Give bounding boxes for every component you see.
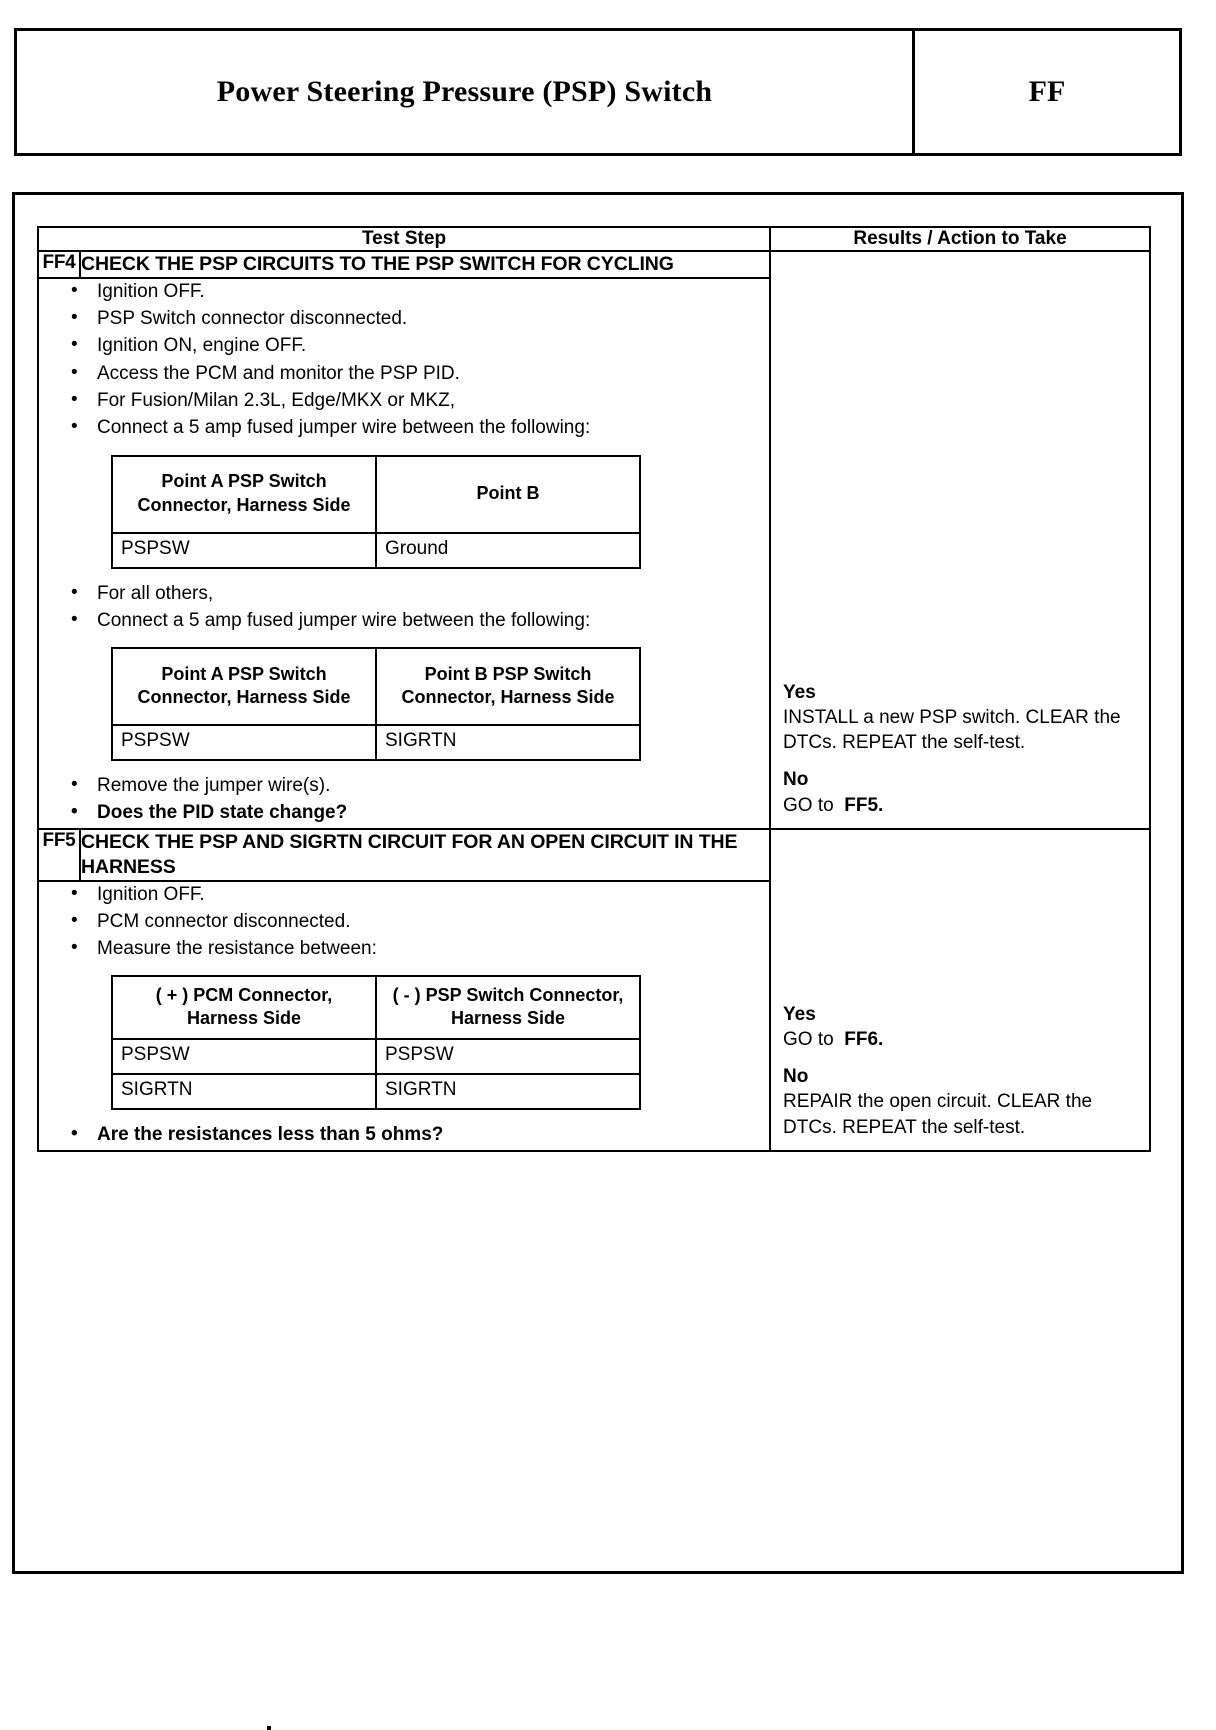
point-table-cell-d1: SIGRTN [112, 1074, 376, 1109]
point-table-header-c2: ( - ) PSP Switch Connector, Harness Side [376, 976, 640, 1039]
results-cell-ff4 [770, 251, 1150, 829]
step-id-ff4: FF4 [38, 251, 80, 278]
step-question-ff4: • Does the PID state change? [39, 800, 769, 825]
list-item: • Connect a 5 amp fused jumper wire between the following: [39, 415, 769, 440]
table-row [112, 1074, 640, 1109]
page-code: FF [1028, 75, 1066, 108]
step-title-ff4: CHECK THE PSP CIRCUITS TO THE PSP SWITCH FOR CYCLING [80, 251, 770, 278]
list-item: • Connect a 5 amp fused jumper wire between the following: [39, 608, 769, 633]
step-bullets-ff5-b [39, 1122, 769, 1147]
results-yes-text-ff5-label: GO to [783, 1029, 834, 1051]
page-title: Power Steering Pressure (PSP) Switch [17, 31, 915, 153]
step-id-ff5: FF5 [38, 829, 80, 881]
step-bullets-ff5 [39, 882, 769, 962]
list-item: • PSP Switch connector disconnected. [39, 306, 769, 331]
column-header-test-step: Test Step [38, 227, 770, 251]
table-row [112, 725, 640, 760]
table-row [112, 1039, 640, 1074]
point-table-cell-d2: SIGRTN [376, 1074, 640, 1109]
step-bullets-ff4-b [39, 581, 769, 634]
results-no-text-ff4-label: GO to [783, 794, 834, 816]
list-item: • Access the PCM and monitor the PSP PID. [39, 361, 769, 386]
point-table-header-a1: Point A PSP Switch Connector, Harness Side [112, 456, 376, 533]
page-header [14, 28, 1182, 156]
list-item: • Ignition ON, engine OFF. [39, 333, 769, 358]
results-cell-ff5 [770, 829, 1150, 1151]
diagnostic-table [37, 226, 1151, 1152]
results-yes-text-ff4: INSTALL a new PSP switch. CLEAR the DTCs. REPEAT the self-test. [783, 707, 1121, 754]
list-item: • Measure the resistance between: [39, 936, 769, 961]
column-header-results: Results / Action to Take [770, 227, 1150, 251]
table-row [112, 533, 640, 568]
list-item: • Ignition OFF. [39, 882, 769, 907]
table-row [38, 829, 1150, 881]
step-body-ff4 [38, 278, 770, 829]
point-table-header-a2: Point B [376, 456, 640, 533]
results-yes-label-ff4: Yes [783, 682, 816, 704]
page-mark [267, 1726, 271, 1730]
list-item: • Remove the jumper wire(s). [39, 773, 769, 798]
results-yes-label-ff5: Yes [783, 1004, 816, 1026]
table-row [112, 976, 640, 1039]
content-frame [12, 192, 1184, 1574]
results-no-text-ff5: REPAIR the open circuit. CLEAR the DTCs. REPEAT the self-test. [783, 1091, 1093, 1138]
list-item: • PCM connector disconnected. [39, 909, 769, 934]
point-table-cell-c1: PSPSW [112, 1039, 376, 1074]
point-table-header-b1: Point A PSP Switch Connector, Harness Side [112, 648, 376, 725]
table-header-row [38, 227, 1150, 251]
point-table-cell-b1: PSPSW [112, 725, 376, 760]
point-table-cell-b2: SIGRTN [376, 725, 640, 760]
point-table-header-c1: ( + ) PCM Connector, Harness Side [112, 976, 376, 1039]
point-table-ff4-b [111, 647, 641, 761]
point-table-cell-c2: PSPSW [376, 1039, 640, 1074]
step-bullets-ff4 [39, 279, 769, 441]
step-title-ff5: CHECK THE PSP AND SIGRTN CIRCUIT FOR AN OPEN CIRCUIT IN THE HARNESS [80, 829, 770, 881]
results-no-label-ff5: No [783, 1066, 809, 1088]
list-item: • For all others, [39, 581, 769, 606]
step-bullets-ff4-c [39, 773, 769, 826]
table-row [112, 456, 640, 533]
point-table-header-b2: Point B PSP Switch Connector, Harness Side [376, 648, 640, 725]
step-body-ff5 [38, 881, 770, 1151]
point-table-ff4-a [111, 455, 641, 569]
table-row [38, 251, 1150, 278]
point-table-cell-a2: Ground [376, 533, 640, 568]
results-yes-ref-ff5[interactable]: FF6. [844, 1029, 884, 1051]
point-table-cell-a1: PSPSW [112, 533, 376, 568]
results-no-text-ff4 [783, 793, 1141, 818]
results-yes-text-ff5 [783, 1027, 1141, 1052]
results-no-ref-ff4[interactable]: FF5. [844, 794, 884, 816]
list-item: • Ignition OFF. [39, 279, 769, 304]
list-item: • For Fusion/Milan 2.3L, Edge/MKX or MKZ, [39, 388, 769, 413]
step-question-ff5: • Are the resistances less than 5 ohms? [39, 1122, 769, 1147]
point-table-ff5 [111, 975, 641, 1110]
table-row [112, 648, 640, 725]
results-no-label-ff4: No [783, 769, 809, 791]
